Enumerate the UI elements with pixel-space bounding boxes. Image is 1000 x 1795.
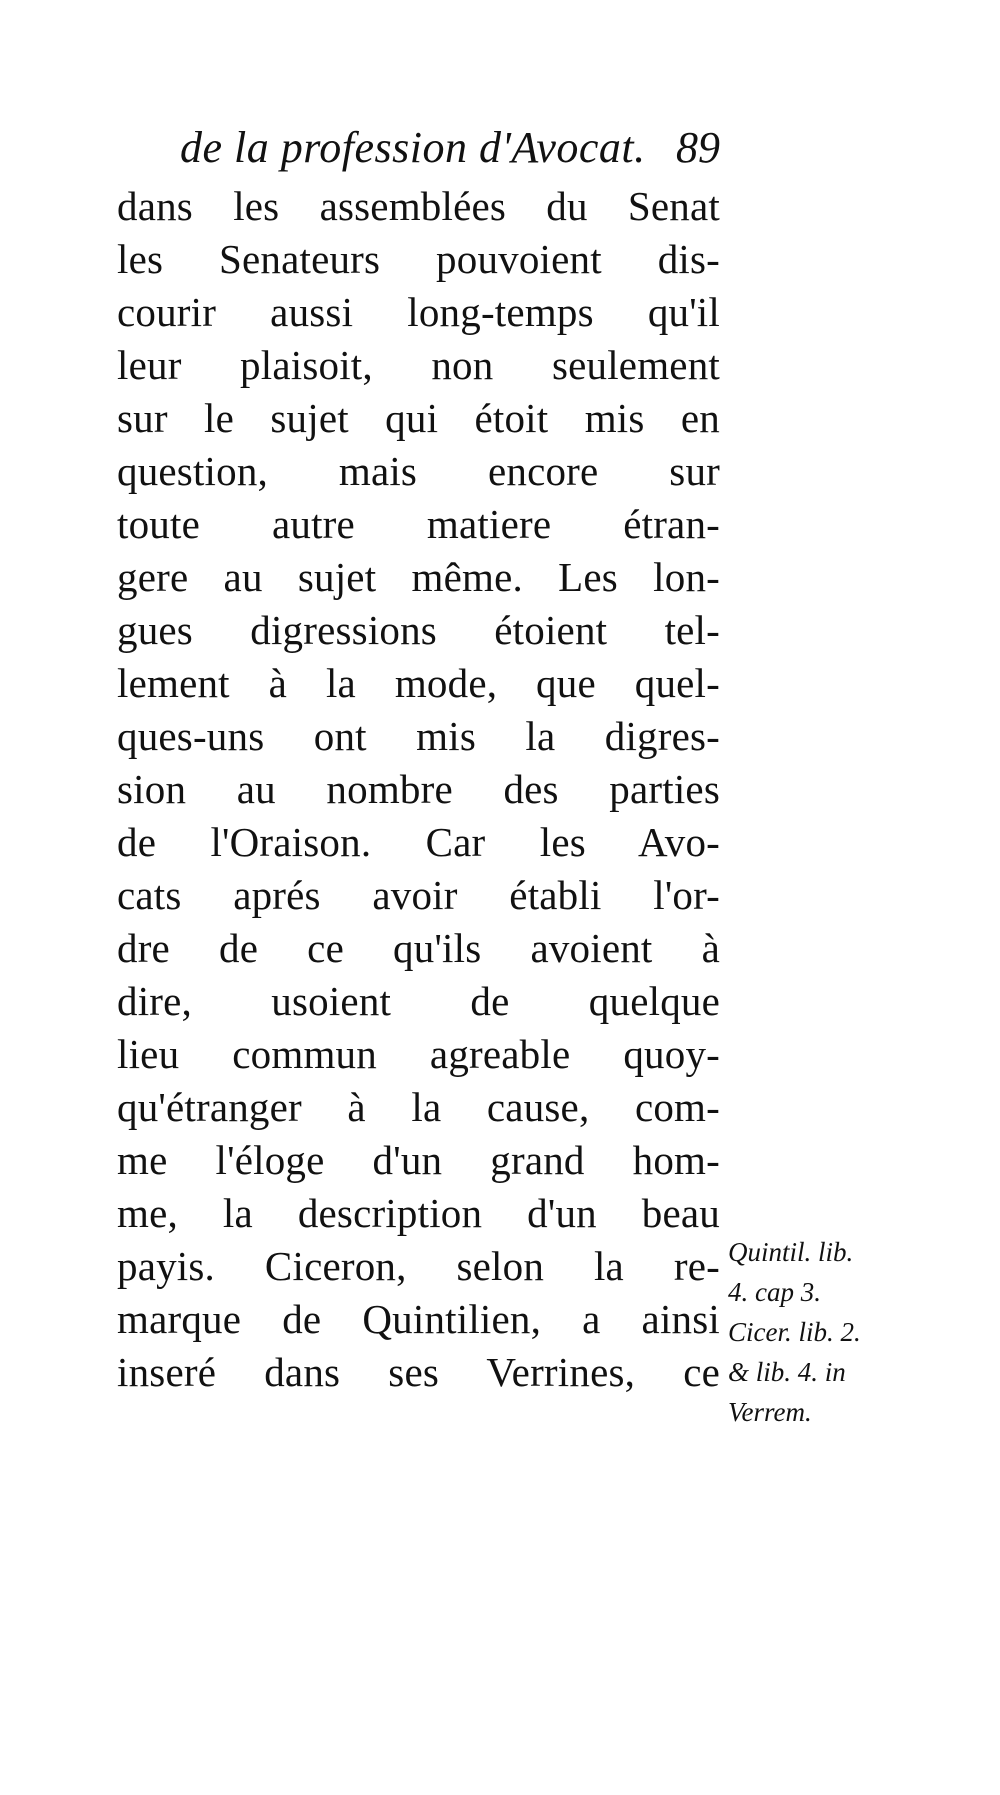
- text-line: sion au nombre des parties: [117, 766, 720, 812]
- text-line: dire, usoient de quelque: [117, 978, 720, 1024]
- text-line: gere au sujet même. Les lon-: [117, 554, 720, 600]
- margin-note-line: 4. cap 3.: [728, 1277, 821, 1307]
- text-line: dre de ce qu'ils avoient à: [117, 925, 720, 971]
- text-line: gues digressions étoient tel-: [117, 607, 720, 653]
- text-line: sur le sujet qui étoit mis en: [117, 395, 720, 441]
- text-line: qu'étranger à la cause, com-: [117, 1084, 720, 1130]
- text-line: lieu commun agreable quoy-: [117, 1031, 720, 1077]
- text-line: inseré dans ses Verrines, ce: [117, 1349, 720, 1395]
- text-line: lement à la mode, que quel-: [117, 660, 720, 706]
- running-title: de la profession d'Avocat.: [180, 123, 646, 172]
- text-line: dans les assemblées du Senat: [117, 183, 720, 229]
- margin-note-line: Cicer. lib. 2.: [728, 1317, 861, 1347]
- text-line: me l'éloge d'un grand hom-: [117, 1137, 720, 1183]
- margin-note-line: & lib. 4. in: [728, 1357, 846, 1387]
- margin-note-line: Verrem.: [728, 1397, 812, 1427]
- text-line: question, mais encore sur: [117, 448, 720, 494]
- text-line: de l'Oraison. Car les Avo-: [117, 819, 720, 865]
- text-line: toute autre matiere étran-: [117, 501, 720, 547]
- text-line: payis. Ciceron, selon la re-: [117, 1243, 720, 1289]
- text-line: cats aprés avoir établi l'or-: [117, 872, 720, 918]
- text-line: courir aussi long-temps qu'il: [117, 289, 720, 335]
- running-head: [180, 118, 720, 178]
- text-line: marque de Quintilien, a ainsi: [117, 1296, 720, 1342]
- body-text: [117, 180, 720, 1399]
- page-number: 89: [676, 123, 720, 172]
- text-line: me, la description d'un beau: [117, 1190, 720, 1236]
- margin-note: [728, 1232, 920, 1432]
- text-line: les Senateurs pouvoient dis-: [117, 236, 720, 282]
- text-line: leur plaisoit, non seulement: [117, 342, 720, 388]
- margin-note-line: Quintil. lib.: [728, 1237, 854, 1267]
- text-line: ques-uns ont mis la digres-: [117, 713, 720, 759]
